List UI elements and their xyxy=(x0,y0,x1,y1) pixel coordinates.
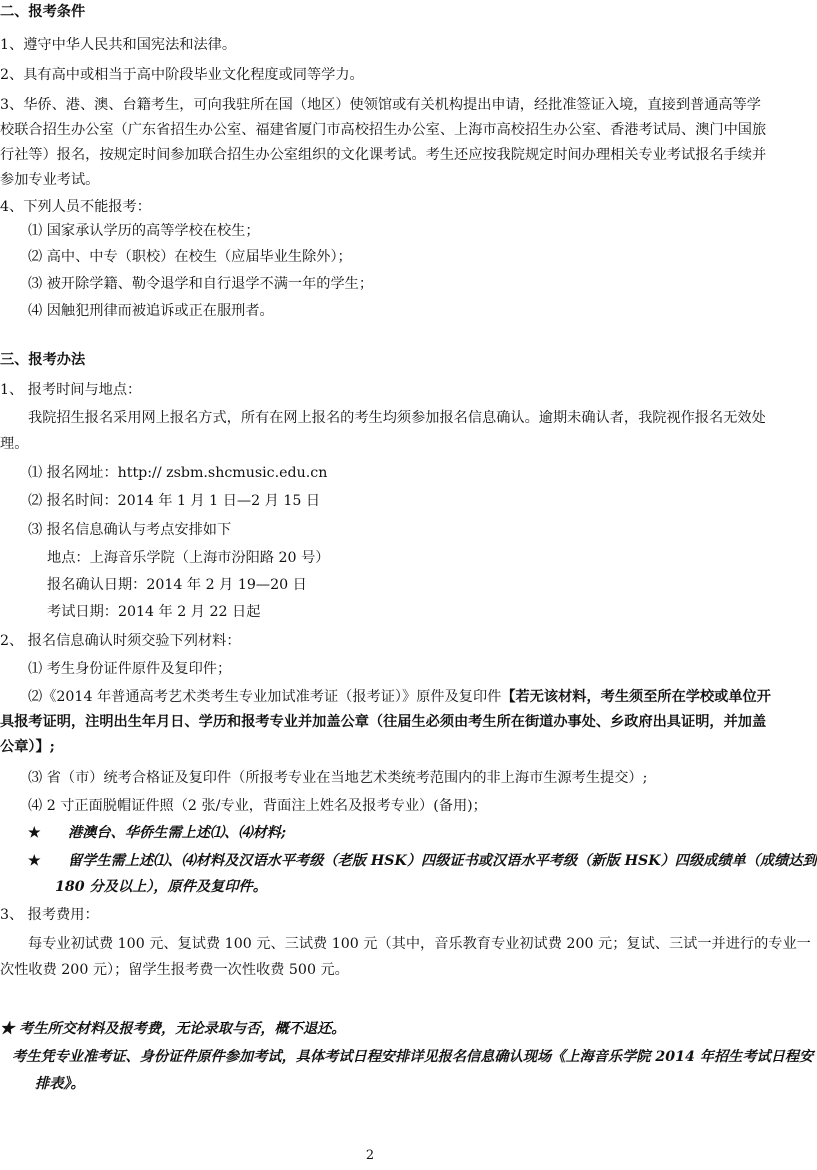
condition-3-line-4: 参加专业考试。 xyxy=(0,172,100,188)
condition-3-line-2: 校联合招生办公室（广东省招生办公室、福建省厦门市高校招生办公室、上海市高校招生办公室、香港考试局、澳门中国旅 xyxy=(0,122,767,138)
material-2-line-2: 具报考证明，注明出生年月日、学历和报考专业并加盖公章（往届生必须由考生所在街道办事处、乡政府出具证明，并加盖 xyxy=(0,714,767,730)
footer-note-1 xyxy=(0,1019,740,1039)
note-text: 留学生需上述⑴、⑷材料及汉语水平考级（老版 HSK）四级证书或汉语水平考级（新版 HSK）四级成绩单（成绩达到 xyxy=(68,853,817,869)
note-hk-macao-taiwan xyxy=(28,823,768,843)
material-3: ⑶ 省（市）统考合格证及复印件（所报考专业在当地艺术类统考范围内的非上海市生源考生提交）; xyxy=(28,770,648,786)
confirmation-heading: ⑶ 报名信息确认与考点安排如下 xyxy=(28,522,232,538)
time-place-intro-line-1: 我院招生报名采用网上报名方式，所有在网上报名的考生均须参加报名信息确认。逾期未确认者，我院视作报名无效处 xyxy=(28,410,766,426)
note-text: 港澳台、华侨生需上述⑴、⑷材料; xyxy=(68,825,287,841)
condition-2: 2、具有高中或相当于高中阶段毕业文化程度或同等学力。 xyxy=(0,67,364,83)
confirmation-date: 报名确认日期：2014 年 2 月 19—20 日 xyxy=(47,577,307,593)
fees-line-1: 每专业初试费 100 元、复试费 100 元、三试费 100 元（其中，音乐教育专业初试费 200 元；复试、三试一并进行的专业一 xyxy=(28,936,811,952)
material-1: ⑴ 考生身份证件原件及复印件； xyxy=(28,661,232,677)
section-2-title: 二、报考条件 xyxy=(0,4,86,20)
restriction-item: ⑴ 国家承认学历的高等学校在校生； xyxy=(28,223,260,239)
restriction-item: ⑵ 高中、中专（职校）在校生（应届毕业生除外）； xyxy=(28,249,352,265)
star-icon: ★ xyxy=(28,853,41,869)
material-4: ⑷ 2 寸正面脱帽证件照（2 张/专业，背面注上姓名及报考专业）(备用)； xyxy=(28,798,487,814)
registration-website: ⑴ 报名网址：http:// zsbm.shcmusic.edu.cn xyxy=(28,465,328,481)
restriction-item: ⑷ 因触犯刑律而被追诉或正在服刑者。 xyxy=(28,303,274,319)
time-place-intro-line-2: 理。 xyxy=(0,436,29,452)
condition-3-line-1: 3、华侨、港、澳、台籍考生，可向我驻所在国（地区）使领馆或有关机构提出申请，经批准签证入境，直接到普通高等学 xyxy=(0,97,761,113)
page-number: 2 xyxy=(365,1148,375,1163)
restriction-item: ⑶ 被开除学籍、勒令退学和自行退学不满一年的学生； xyxy=(28,276,374,292)
fees-line-2: 次性收费 200 元）；留学生报考费一次性收费 500 元。 xyxy=(0,962,349,978)
star-icon: ★ xyxy=(0,1021,15,1037)
material-2-title: ⑵《2014 年普通高考艺术类考生专业加试准考证（报考证）》原件及复印件 xyxy=(28,689,502,705)
materials-heading: 2、 报名信息确认时须交验下列材料： xyxy=(0,633,241,649)
exam-date: 考试日期：2014 年 2 月 22 日起 xyxy=(47,604,261,620)
material-2-note: 【若无该材料，考生须至所在学校或单位开 xyxy=(501,689,771,705)
confirmation-location: 地点：上海音乐学院（上海市汾阳路 20 号） xyxy=(47,550,330,566)
material-2-line-1 xyxy=(28,687,771,707)
condition-1: 1、遵守中华人民共和国宪法和法律。 xyxy=(0,37,237,53)
footer-note-2-line-2: 排表》。 xyxy=(35,1076,85,1092)
registration-period: ⑵ 报名时间：2014 年 1 月 1 日—2 月 15 日 xyxy=(28,493,321,509)
time-place-heading: 1、 报考时间与地点： xyxy=(0,382,142,398)
footer-note-text: 考生所交材料及报考费，无论录取与否，概不退还。 xyxy=(19,1021,346,1037)
star-icon: ★ xyxy=(28,825,41,841)
condition-3-line-3: 行社等）报名，按规定时间参加联合招生办公室组织的文化课考试。考生还应按我院规定时间办理相关专业考试报名手续并 xyxy=(0,147,767,163)
note-international-students-line-1 xyxy=(28,851,817,871)
material-2-line-3: 公章）】; xyxy=(0,739,55,755)
condition-4: 4、下列人员不能报考： xyxy=(0,199,151,215)
section-3-title: 三、报考办法 xyxy=(0,352,86,368)
fees-heading: 3、 报考费用： xyxy=(0,907,99,923)
footer-note-2-line-1: 考生凭专业准考证、身份证件原件参加考试，具体考试日程安排详见报名信息确认现场《上海音乐学院 2014 年招生考试日程安 xyxy=(12,1049,814,1065)
note-international-students-line-2: 180 分及以上），原件及复印件。 xyxy=(55,879,267,895)
